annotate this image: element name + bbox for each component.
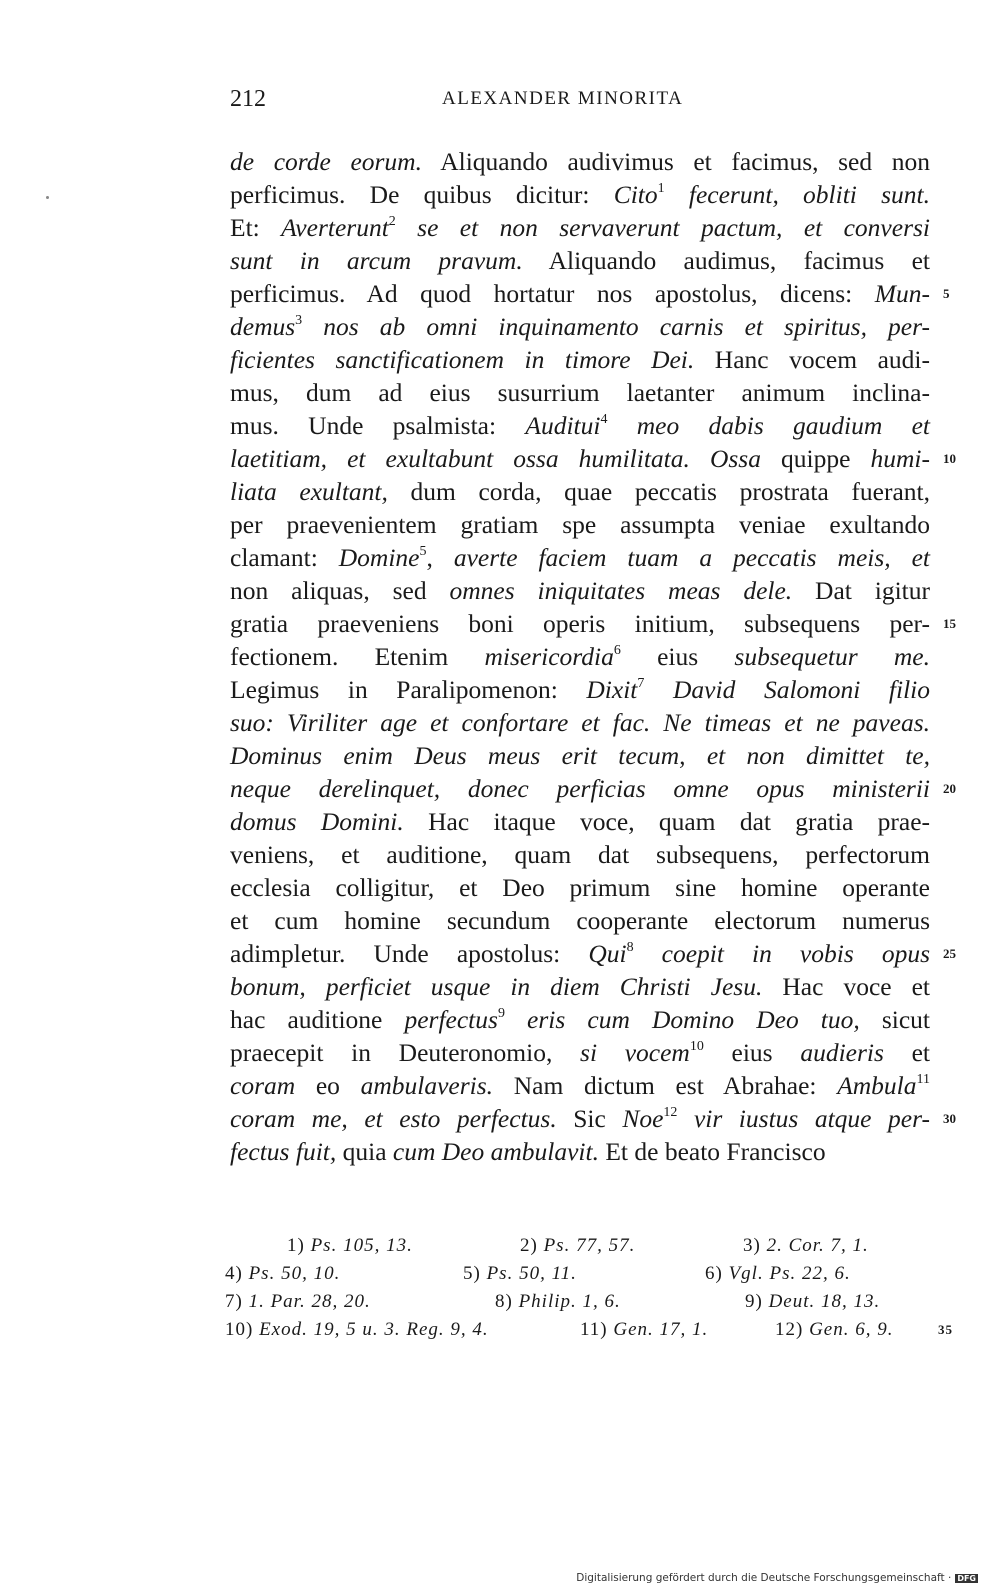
- footnote-row: [225, 1288, 930, 1316]
- text-line: [230, 145, 930, 178]
- text-line-content: praecepit in Deuteronomio, si vocem$^{10}$ eius audieris et: [230, 1038, 930, 1067]
- footnote: 9) Deut. 18, 13.: [745, 1291, 881, 1312]
- text-line: [230, 1003, 930, 1036]
- text-line-content: bonum, perficiet usque in diem Christi Jesu. Hac voce et: [230, 972, 931, 1001]
- text-line-content: mus. Unde psalmista: Auditui$^4$ meo dabis gaudium et: [230, 411, 930, 440]
- page-number: 212: [230, 86, 266, 112]
- text-line-content: et cum homine secundum cooperante electorum numerus: [230, 906, 930, 935]
- footnote: 5) Ps. 50, 11.: [463, 1263, 577, 1284]
- text-line-content: hac auditione perfectus$^9$ eris cum Domino Deo tuo, sicut: [230, 1005, 931, 1034]
- running-title: ALEXANDER MINORITA: [442, 88, 684, 109]
- text-line: [230, 211, 930, 244]
- text-line: [230, 904, 930, 937]
- footnote: 6) Vgl. Ps. 22, 6.: [705, 1263, 851, 1284]
- text-line: [230, 871, 930, 904]
- text-line: [230, 838, 930, 871]
- line-number: 5: [943, 286, 950, 301]
- text-line: [230, 805, 930, 838]
- text-line-content: per praevenientem gratiam spe assumpta veniae exultando: [230, 510, 930, 539]
- text-line-content: fectionem. Etenim misericordia$^6$ eius subsequetur me.: [230, 642, 930, 671]
- text-line: [230, 442, 956, 475]
- text-line: [230, 376, 930, 409]
- text-line-content: coram eo ambulaveris. Nam dictum est Abrahae: Ambula$^{11}$: [230, 1071, 930, 1100]
- line-number: 35: [938, 1322, 953, 1337]
- text-line-content: fectus fuit, quia cum Deo ambulavit. Et de beato Francisco: [230, 1137, 826, 1166]
- text-line: [230, 673, 930, 706]
- text-line-content: adimpletur. Unde apostolus: Qui$^8$ coepit in vobis opus: [230, 939, 931, 968]
- text-line: [230, 508, 930, 541]
- footnote: 11) Gen. 17, 1.: [580, 1319, 709, 1340]
- footnote: 4) Ps. 50, 10.: [225, 1263, 341, 1284]
- text-line: [230, 640, 930, 673]
- text-line: [230, 310, 930, 343]
- text-line-content: perficimus. Ad quod hortatur nos apostolus, dicens: Mun-: [230, 279, 930, 308]
- text-line-content: ficientes sanctificationem in timore Dei. Hanc vocem audi-: [230, 345, 930, 374]
- line-number: 15: [943, 616, 956, 631]
- text-line: [230, 277, 950, 310]
- text-line-content: Et: Averterunt$^2$ se et non servaverunt pactum, et conversi: [230, 213, 930, 242]
- text-line: [230, 607, 956, 640]
- text-line-content: neque derelinquet, donec perficias omne opus ministerii: [230, 774, 930, 803]
- footnote: 10) Exod. 19, 5 u. 3. Reg. 9, 4.: [225, 1319, 489, 1340]
- scan-speck: [46, 196, 49, 199]
- line-number: 10: [943, 451, 956, 466]
- text-line-content: Legimus in Paralipomenon: Dixit$^7$ David Salomoni filio: [230, 675, 930, 704]
- text-line: [230, 178, 930, 211]
- text-line-content: de corde eorum. Aliquando audivimus et facimus, sed non: [230, 147, 931, 176]
- text-line-content: veniens, et auditione, quam dat subsequens, perfectorum: [230, 840, 930, 869]
- line-number: 25: [943, 946, 956, 961]
- text-line: [230, 739, 930, 772]
- text-line: [230, 574, 930, 607]
- footnote-row: [225, 1260, 930, 1288]
- text-line: [230, 1102, 956, 1135]
- text-line-content: suo: Viriliter age et confortare et fac. Ne timeas et ne paveas.: [230, 708, 930, 737]
- text-line-content: non aliquas, sed omnes iniquitates meas dele. Dat igitur: [230, 576, 930, 605]
- text-line-content: Dominus enim Deus meus erit tecum, et non dimittet te,: [230, 741, 930, 770]
- digitization-credit: [576, 1572, 978, 1584]
- footnote: 1) Ps. 105, 13.: [287, 1235, 413, 1256]
- text-line-content: liata exultant, dum corda, quae peccatis prostrata fuerant,: [230, 477, 930, 506]
- text-line-content: sunt in arcum pravum. Aliquando audimus, facimus et: [230, 246, 931, 275]
- text-line-content: gratia praeveniens boni operis initium, subsequens per-: [230, 609, 930, 638]
- text-line: [230, 475, 930, 508]
- text-line: [230, 772, 956, 805]
- main-text: [230, 145, 956, 1168]
- text-line: [230, 244, 930, 277]
- footnote: 2) Ps. 77, 57.: [520, 1235, 636, 1256]
- text-line-content: clamant: Domine$^5$, averte faciem tuam a peccatis meis, et: [230, 543, 930, 572]
- footnote: 12) Gen. 6, 9.: [775, 1319, 894, 1340]
- text-line: [230, 409, 930, 442]
- text-line: [230, 541, 930, 574]
- text-line-content: mus, dum ad eius susurrium laetanter animum inclina-: [230, 378, 930, 407]
- text-line: [230, 706, 930, 739]
- footnote: 8) Philip. 1, 6.: [495, 1291, 621, 1312]
- footnote-row: [225, 1232, 930, 1260]
- text-line-content: laetitiam, et exultabunt ossa humilitata. Ossa quippe humi-: [230, 444, 930, 473]
- footnote: 3) 2. Cor. 7, 1.: [743, 1235, 869, 1256]
- line-number: 30: [943, 1111, 956, 1126]
- footnote-row: [225, 1316, 953, 1344]
- text-line-content: coram me, et esto perfectus. Sic Noe$^{12}$ vir iustus atque per-: [230, 1104, 931, 1133]
- text-line: [230, 1036, 930, 1069]
- text-line: [230, 970, 930, 1003]
- text-line-content: domus Domini. Hac itaque voce, quam dat gratia prae-: [230, 807, 931, 836]
- footnote: 7) 1. Par. 28, 20.: [225, 1291, 371, 1312]
- text-line-content: ecclesia colligitur, et Deo primum sine homine operante: [230, 873, 930, 902]
- footnotes: [225, 1232, 953, 1344]
- text-line: [230, 343, 930, 376]
- page-header: [230, 86, 930, 120]
- text-line-content: perficimus. De quibus dicitur: Cito$^1$ fecerunt, obliti sunt.: [230, 180, 930, 209]
- text-line: [230, 1069, 930, 1102]
- text-line: [230, 937, 956, 970]
- text-line: [230, 1135, 930, 1168]
- line-number: 20: [943, 781, 956, 796]
- dfg-logo: DFG: [957, 1573, 976, 1583]
- credit-text: Digitalisierung gefördert durch die Deutsche Forschungsgemeinschaft ·: [576, 1572, 952, 1584]
- text-line-content: demus$^3$ nos ab omni inquinamento carnis et spiritus, per-: [230, 312, 931, 341]
